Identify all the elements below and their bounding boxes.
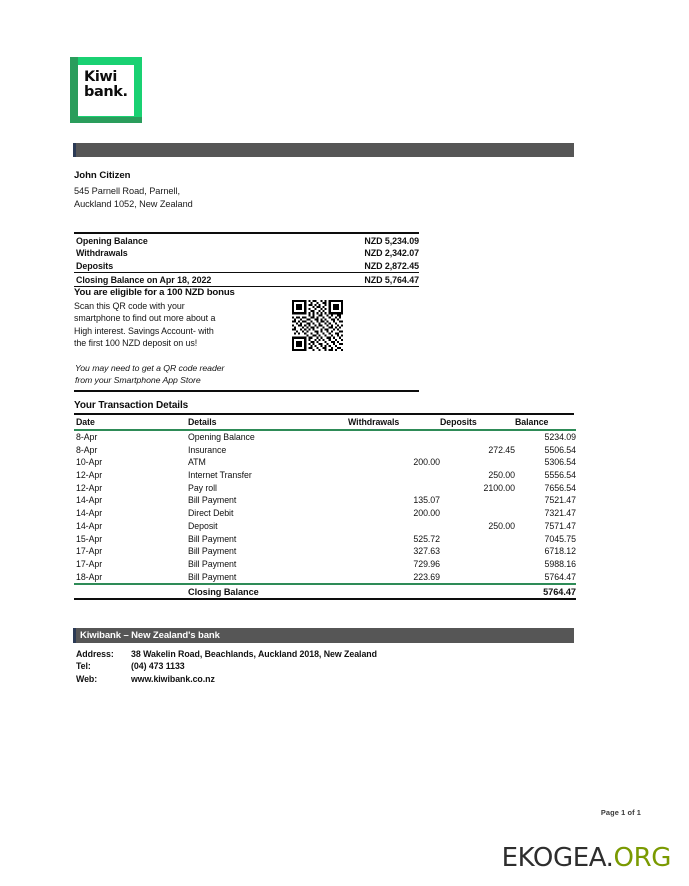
cell-date: 8-Apr bbox=[76, 432, 98, 443]
footer-bar-title: Kiwibank – New Zealand's bank bbox=[80, 630, 220, 641]
cell-withdrawals: 729.96 bbox=[413, 558, 440, 569]
cell-balance: 7571.47 bbox=[544, 520, 576, 531]
transactions-header-row bbox=[74, 416, 576, 430]
table-row bbox=[74, 456, 576, 469]
table-row bbox=[74, 494, 576, 507]
cell-withdrawals: 135.07 bbox=[413, 495, 440, 506]
ekogea-watermark bbox=[502, 843, 671, 873]
cell-balance: 7045.75 bbox=[544, 533, 576, 544]
cell-balance: 5234.09 bbox=[544, 432, 576, 443]
summary-amount: NZD 2,342.07 bbox=[364, 248, 419, 259]
cell-withdrawals: 327.63 bbox=[413, 546, 440, 557]
table-row bbox=[74, 443, 576, 456]
promo-body-line1: Scan this QR code with your bbox=[74, 301, 185, 311]
table-row bbox=[74, 558, 576, 571]
footer-value-web[interactable]: www.kiwibank.co.nz bbox=[131, 673, 215, 684]
cell-details: Deposit bbox=[188, 520, 218, 531]
promo-note-line2: from your Smartphone App Store bbox=[75, 374, 201, 385]
footer-label-web: Web: bbox=[76, 673, 98, 684]
cell-deposits: 272.45 bbox=[488, 444, 515, 455]
promo-note-line1: You may need to get a QR code reader bbox=[75, 363, 225, 373]
promo-body-line2: smartphone to find out more about a bbox=[74, 313, 216, 324]
promo-title: You are eligible for a 100 NZD bonus bbox=[74, 287, 235, 298]
cell-deposits bbox=[440, 558, 515, 571]
cell-date: 8-Apr bbox=[76, 444, 98, 455]
promo-block bbox=[74, 287, 419, 385]
summary-label: Opening Balance bbox=[76, 235, 148, 246]
cell-date: 12-Apr bbox=[76, 482, 103, 493]
cell-deposits: 250.00 bbox=[488, 520, 515, 531]
qr-code-svg bbox=[292, 300, 343, 351]
summary-row-opening-balance bbox=[74, 234, 419, 247]
cell-details: Bill Payment bbox=[188, 495, 237, 506]
transaction-details-heading: Your Transaction Details bbox=[74, 400, 189, 411]
addressee-name: John Citizen bbox=[74, 170, 131, 181]
cell-date: 14-Apr bbox=[76, 520, 103, 531]
cell-deposits bbox=[440, 584, 515, 599]
logo-wordmark-line2: bank. bbox=[84, 84, 128, 100]
cell-withdrawals bbox=[348, 430, 440, 444]
cell-details: Bill Payment bbox=[188, 571, 237, 582]
cell-details: Closing Balance bbox=[188, 584, 348, 599]
cell-deposits bbox=[440, 456, 515, 469]
table-row bbox=[74, 545, 576, 558]
table-row bbox=[74, 469, 576, 482]
table-row bbox=[74, 507, 576, 520]
cell-balance: 5988.16 bbox=[544, 558, 576, 569]
footer-row-tel bbox=[76, 660, 536, 672]
cell-withdrawals bbox=[348, 443, 440, 456]
column-header-details: Details bbox=[188, 416, 348, 430]
transaction-details-section bbox=[74, 400, 574, 600]
cell-balance: 5306.54 bbox=[544, 457, 576, 468]
cell-date: 15-Apr bbox=[76, 533, 103, 544]
promo-rule-bottom bbox=[74, 390, 419, 392]
cell-details: Bill Payment bbox=[188, 546, 237, 557]
cell-date: 18-Apr bbox=[76, 571, 103, 582]
cell-details: Insurance bbox=[188, 444, 227, 455]
cell-deposits: 250.00 bbox=[488, 470, 515, 481]
cell-deposits bbox=[440, 545, 515, 558]
summary-label: Closing Balance on Apr 18, 2022 bbox=[76, 274, 212, 285]
cell-withdrawals: 223.69 bbox=[413, 571, 440, 582]
summary-label: Deposits bbox=[76, 261, 114, 272]
promo-body bbox=[74, 300, 284, 350]
cell-details: Internet Transfer bbox=[188, 470, 252, 481]
cell-date: 12-Apr bbox=[76, 470, 103, 481]
summary-amount: NZD 5,764.47 bbox=[364, 274, 419, 285]
cell-balance: 6718.12 bbox=[544, 546, 576, 557]
cell-deposits bbox=[440, 570, 515, 584]
cell-deposits bbox=[440, 430, 515, 444]
addressee-block bbox=[74, 170, 424, 211]
footer-label-tel: Tel: bbox=[76, 661, 91, 672]
addressee-address-line2: Auckland 1052, New Zealand bbox=[74, 199, 193, 209]
table-row bbox=[74, 532, 576, 545]
cell-withdrawals bbox=[348, 584, 440, 599]
cell-balance: 7656.54 bbox=[544, 482, 576, 493]
promo-note bbox=[75, 363, 315, 386]
cell-deposits bbox=[440, 507, 515, 520]
footer-row-address bbox=[76, 648, 536, 660]
cell-balance: 5556.54 bbox=[544, 470, 576, 481]
watermark-green-part: ORG bbox=[613, 843, 671, 873]
cell-withdrawals bbox=[348, 481, 440, 494]
cell-deposits bbox=[440, 532, 515, 545]
footer-label-address: Address: bbox=[76, 649, 114, 659]
cell-withdrawals bbox=[348, 520, 440, 533]
cell-details: Opening Balance bbox=[188, 432, 255, 443]
cell-balance: 7321.47 bbox=[544, 508, 576, 519]
watermark-dark-part: EKOGEA. bbox=[501, 843, 614, 873]
addressee-address-line1: 545 Parnell Road, Parnell, bbox=[74, 186, 180, 196]
footer-accent-bar bbox=[73, 628, 574, 643]
summary-amount: NZD 5,234.09 bbox=[364, 235, 419, 246]
cell-balance: 5764.47 bbox=[515, 584, 576, 599]
summary-row-closing-balance bbox=[74, 273, 419, 286]
logo-wordmark bbox=[84, 70, 144, 100]
summary-row-deposits bbox=[74, 260, 419, 273]
cell-balance: 5764.47 bbox=[544, 571, 576, 582]
footer-value-address: 38 Wakelin Road, Beachlands, Auckland 2018, New Zealand bbox=[131, 649, 377, 659]
cell-date: 10-Apr bbox=[76, 457, 103, 468]
column-header-date: Date bbox=[74, 416, 188, 430]
promo-body-line4: the first 100 NZD deposit on us! bbox=[74, 338, 198, 349]
cell-deposits: 2100.00 bbox=[483, 482, 515, 493]
balance-summary bbox=[74, 232, 419, 287]
cell-withdrawals bbox=[348, 469, 440, 482]
kiwibank-logo bbox=[70, 57, 150, 129]
transactions-table-body bbox=[74, 430, 576, 599]
page-number: Page 1 of 1 bbox=[600, 808, 641, 817]
cell-balance: 5506.54 bbox=[544, 444, 576, 455]
summary-label: Withdrawals bbox=[76, 248, 128, 259]
closing-balance-row bbox=[74, 584, 576, 599]
cell-date: 17-Apr bbox=[76, 558, 103, 569]
table-row bbox=[74, 481, 576, 494]
column-header-deposits: Deposits bbox=[440, 416, 515, 430]
transaction-heading-rule bbox=[74, 413, 574, 415]
cell-details: Direct Debit bbox=[188, 508, 234, 519]
footer-contact-info bbox=[76, 648, 536, 685]
footer-row-web bbox=[76, 673, 536, 685]
table-row bbox=[74, 430, 576, 444]
cell-withdrawals: 200.00 bbox=[413, 508, 440, 519]
cell-withdrawals: 525.72 bbox=[413, 533, 440, 544]
cell-date: 14-Apr bbox=[76, 495, 103, 506]
column-header-balance: Balance bbox=[515, 416, 576, 430]
cell-date: 17-Apr bbox=[76, 546, 103, 557]
cell-deposits bbox=[440, 494, 515, 507]
cell-balance: 7521.47 bbox=[544, 495, 576, 506]
transactions-table bbox=[74, 416, 576, 600]
cell-details: ATM bbox=[188, 457, 206, 468]
promo-body-line3: High interest. Savings Account- with bbox=[74, 325, 214, 336]
footer-value-tel: (04) 473 1133 bbox=[131, 661, 185, 672]
transactions-table-head bbox=[74, 416, 576, 430]
cell-details: Pay roll bbox=[188, 482, 217, 493]
cell-details: Bill Payment bbox=[188, 533, 237, 544]
cell-details: Bill Payment bbox=[188, 558, 237, 569]
table-row bbox=[74, 570, 576, 584]
column-header-withdrawals: Withdrawals bbox=[348, 416, 440, 430]
cell-withdrawals: 200.00 bbox=[413, 457, 440, 468]
header-accent-bar bbox=[73, 143, 574, 157]
qr-code-icon[interactable] bbox=[292, 300, 343, 351]
cell-date: 14-Apr bbox=[76, 508, 103, 519]
summary-row-withdrawals bbox=[74, 247, 419, 260]
table-row bbox=[74, 520, 576, 533]
logo-wordmark-line1: Kiwi bbox=[84, 69, 117, 85]
summary-amount: NZD 2,872.45 bbox=[364, 261, 419, 272]
cell-date bbox=[74, 584, 188, 599]
